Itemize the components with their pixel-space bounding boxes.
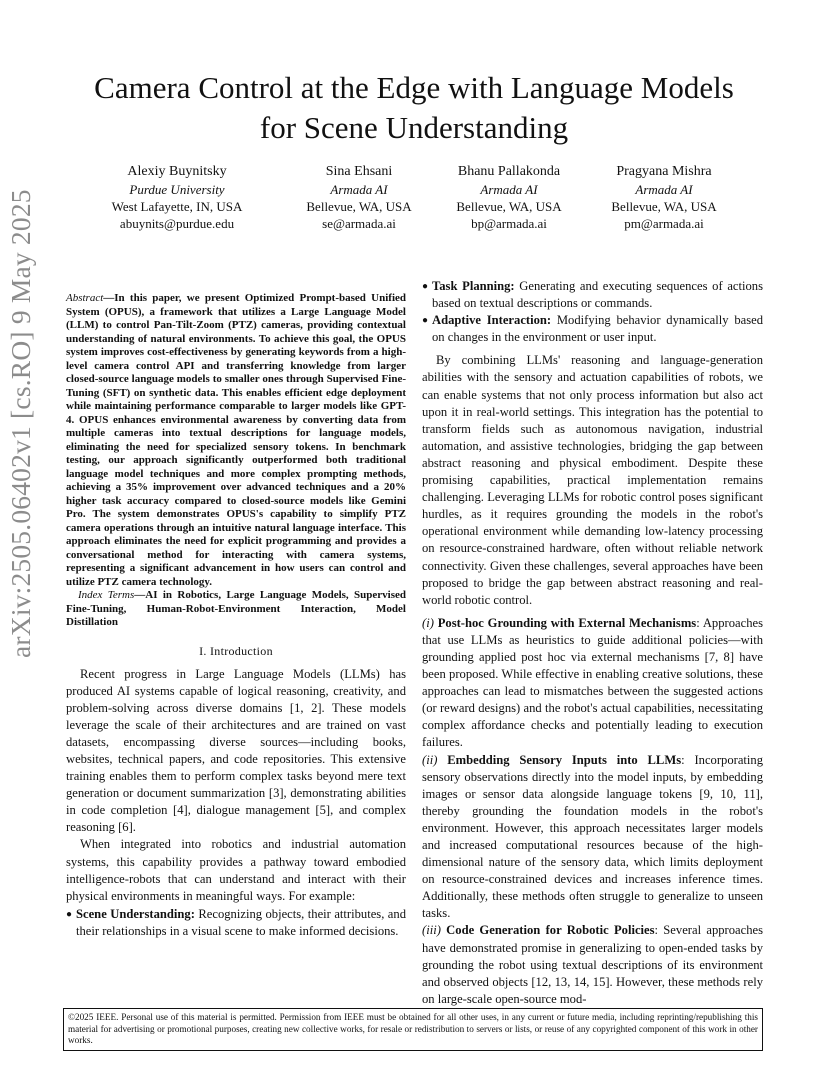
- approach-number: (ii): [422, 752, 438, 767]
- bullet-text: Generating and executing sequences of actions based on textual descriptions or commands.: [432, 279, 763, 311]
- approach-title: Embedding Sensory Inputs into LLMs: [447, 752, 682, 767]
- author-name: Alexiy Buynitsky: [127, 164, 227, 179]
- approach-2: [422, 752, 763, 923]
- author-affiliation: Purdue University: [129, 182, 225, 197]
- intro-paragraph-1: Recent progress in Large Language Models (LLMs) has produced AI systems capable of logical reasoning, creativity, and problem-solving across diverse domains [1, 2]. These models leverage the scale of their architectures and are trained on vast datasets, encompassing diverse sources—including books, websites, technical papers, and code repositories. This extensive training enables them to perform complex tasks beyond mere text generation or document summarization [3], demonstrating abilities in code completion [4], dialogue management [5], and complex reasoning [6].: [66, 666, 406, 835]
- list-item: [422, 312, 763, 346]
- author-location: Bellevue, WA, USA: [611, 199, 717, 214]
- approach-text: : Incorporating sensory observations directly into the model inputs, by embedding images or sensor data alongside language tokens [9, 10, 11], thereby grounding the foundation models in the robot's environment. However, this approach necessitates larger models and increased computational resources because of the high-dimensional nature of the sensory data, which limits deployment on resource-constrained devices and increases inference times. Additionally, these methods often struggle to generalize to unseen tasks.: [422, 752, 763, 921]
- author-email: pm@armada.ai: [624, 216, 704, 231]
- approach-1: [422, 615, 763, 752]
- index-terms-lead: Index Terms: [78, 589, 135, 601]
- abstract-lead: Abstract: [66, 292, 104, 304]
- title-line-2: for Scene Understanding: [259, 110, 569, 145]
- left-column: [66, 292, 406, 940]
- bullet-icon: ●: [66, 908, 73, 920]
- paper-title: [40, 68, 788, 148]
- author-name: Bhanu Pallakonda: [457, 164, 561, 179]
- bullet-text: Modifying behavior dynamically based on changes in the environment or user input.: [432, 313, 763, 345]
- author-location: West Lafayette, IN, USA: [111, 199, 243, 214]
- bullet-title: Scene Understanding:: [76, 906, 195, 921]
- author-4: [574, 163, 754, 232]
- author-3: [419, 163, 599, 232]
- section-heading: I. Introduction: [199, 643, 273, 658]
- index-terms-text: —AI in Robotics, Large Language Models, Supervised Fine-Tuning, Human-Robot-Environment Interaction, Model Distillation: [66, 589, 406, 628]
- author-email: bp@armada.ai: [471, 216, 547, 231]
- author-1: [87, 163, 267, 232]
- intro-paragraph-3: By combining LLMs' reasoning and language-generation abilities with the sensory and actuation capabilities of robots, we can enable systems that not only process information but also act upon it in real-world settings. This integration has the potential to transform fields such as autonomous navigation, industrial automation, and assistive technologies, bridging the gap between abstract reasoning and physical embodiment. Despite these promising capabilities, practical implementation remains challenging. Leveraging LLMs for robotic control poses significant hurdles, as it requires grounding the models in the robot's operational environment while demanding low-latency processing on resource-constrained hardware, often without reliable network connectivity. Given these challenges, several approaches have been proposed to bridge the gap between abstract reasoning and real-world robotic control.: [422, 353, 763, 607]
- approach-3: [422, 922, 763, 1007]
- approach-number: (i): [422, 615, 434, 630]
- author-name: Sina Ehsani: [325, 164, 393, 179]
- author-affiliation: Armada AI: [480, 182, 538, 197]
- author-affiliation: Armada AI: [635, 182, 693, 197]
- bullet-text: Recognizing objects, their attributes, and their relationships in a visual scene to make informed decisions.: [76, 906, 406, 938]
- approach-title: Code Generation for Robotic Policies: [446, 923, 655, 938]
- intro-paragraph-2: When integrated into robotics and industrial automation systems, this capability provides a pathway toward embodied intelligence-robots that can understand and interact with their physical environments in meaningful ways. For example:: [66, 837, 406, 903]
- abstract: [66, 292, 406, 589]
- abstract-text: —In this paper, we present Optimized Prompt-based Unified System (OPUS), a framework that utilizes a Large Language Model (LLM) to control Pan-Tilt-Zoom (PTZ) cameras, providing contextual understanding of natural environments. To achieve this goal, the OPUS system improves cost-effectiveness by generating keywords from a high-level camera control API and transferring knowledge from larger closed-source language models to smaller ones through Supervised Fine-Tuning (SFT) on synthetic data. This enables efficient edge deployment while maintaining performance comparable to larger models like GPT-4. OPUS enhances environmental awareness by converting data from multiple cameras into textual descriptions for language models, eliminating the need for specialized sensory tokens. In benchmark testing, our approach significantly outperformed both traditional language model techniques and more complex prompting methods, achieving a 35% improvement over advanced techniques and a 20% higher task accuracy compared to closed-source models like Gemini Pro. The system demonstrates OPUS's capability to simplify PTZ camera operations through an intuitive natural language interface. This approach eliminates the need for explicit programming and provides a conversational method for interacting with camera systems, representing a significant advancement in how users can control and utilize PTZ camera technology.: [66, 292, 406, 588]
- index-terms: [66, 589, 406, 630]
- capability-list-continued: [422, 278, 763, 346]
- approach-text: : Several approaches have demonstrated promise in generalizing to open-ended tasks by grounding the robot using textual descriptions of its environment and observed objects [12, 13, 14, 15]. However, these methods rely on large-scale open-source mod-: [422, 923, 763, 1006]
- approach-number: (iii): [422, 923, 441, 938]
- list-item: [422, 278, 763, 312]
- author-email: se@armada.ai: [322, 216, 396, 231]
- author-location: Bellevue, WA, USA: [306, 199, 412, 214]
- bullet-title: Task Planning:: [432, 279, 515, 293]
- arxiv-stamp: arXiv:2505.06402v1 [cs.RO] 9 May 2025: [5, 189, 36, 658]
- approach-text: : Approaches that use LLMs as heuristics to guide additional policies—with grounding applied post hoc via external mechanisms [7, 8] have been proposed. While effective in enabling creative solutions, these approaches can lead to mismatches between the suggested actions (or reward designs) and the robot's actual capabilities, necessitating complex affordance checks and potentially leading to execution failures.: [422, 615, 763, 750]
- bullet-title: Adaptive Interaction:: [432, 313, 552, 328]
- author-location: Bellevue, WA, USA: [456, 199, 562, 214]
- bullet-icon: ●: [422, 315, 429, 327]
- author-name: Pragyana Mishra: [616, 164, 712, 179]
- copyright-notice: ©2025 IEEE. Personal use of this material is permitted. Permission from IEEE must be obtained for all other uses, in any current or future media, including reprinting/republishing this material for advertising or promotional purposes, creating new collective works, for resale or redistribution to servers or lists, or reuse of any copyrighted component of this work in other works.: [63, 1008, 763, 1051]
- right-column: [422, 278, 763, 1008]
- title-line-1: Camera Control at the Edge with Language Models: [94, 70, 734, 105]
- author-email: abuynits@purdue.edu: [119, 216, 235, 231]
- capability-list: [66, 906, 406, 940]
- list-item: [66, 906, 406, 940]
- author-affiliation: Armada AI: [330, 182, 388, 197]
- bullet-icon: ●: [422, 281, 429, 292]
- approach-title: Post-hoc Grounding with External Mechanisms: [437, 615, 697, 630]
